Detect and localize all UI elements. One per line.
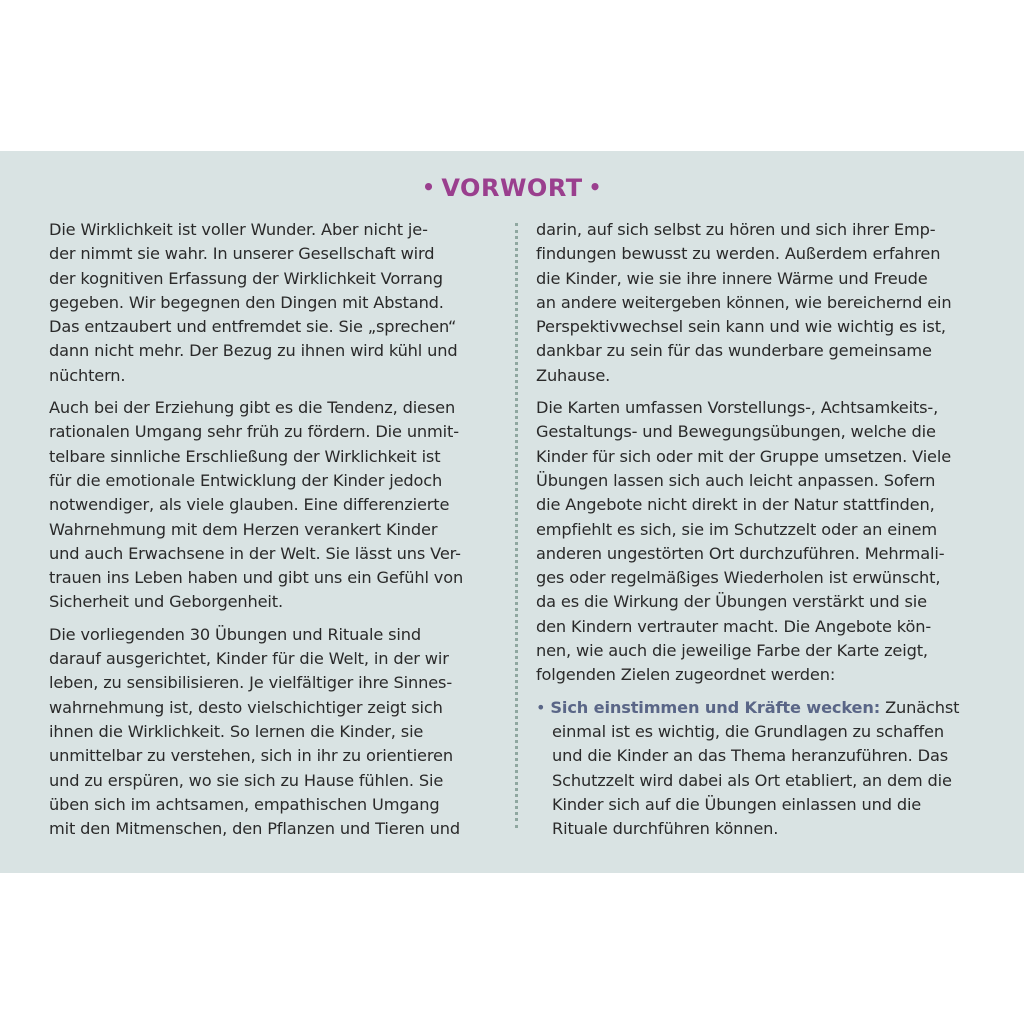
text-line: und zu erspüren, wo sie sich zu Hause fühlen. Sie <box>49 770 444 790</box>
text-line: darin, auf sich selbst zu hören und sich ihrer Emp- <box>536 220 936 239</box>
text-line: empfiehlt es sich, sie im Schutzzelt oder an einem <box>536 519 937 539</box>
title-dot-left: • <box>422 175 436 199</box>
text-line: Sicherheit und Geborgenheit. <box>49 592 283 612</box>
text-line: den Kindern vertrauter macht. Die Angebote kön- <box>536 616 932 636</box>
right-column <box>536 218 986 849</box>
preface-card <box>0 151 1024 873</box>
text-line: die Kinder, wie sie ihre innere Wärme und Freude <box>536 268 928 288</box>
bullet-first-line <box>536 696 986 720</box>
text-line: findungen bewusst zu werden. Außerdem erfahren <box>536 244 941 264</box>
text-line: üben sich im achtsamen, empathischen Umgang <box>49 794 440 814</box>
text-line: gegeben. Wir begegnen den Dingen mit Abstand. <box>49 292 444 312</box>
text-line: Schutzzelt wird dabei als Ort etabliert, an dem die <box>552 770 952 790</box>
paragraph <box>49 623 499 842</box>
text-line: und auch Erwachsene in der Welt. Sie lässt uns Ver- <box>49 543 461 563</box>
text-line: notwendiger, als viele glauben. Eine differenzierte <box>49 495 450 515</box>
text-line: einmal ist es wichtig, die Grundlagen zu schaffen <box>552 721 944 741</box>
text-line: der nimmt sie wahr. In unserer Gesellschaft wird <box>49 244 435 264</box>
text-line: Rituale durchführen können. <box>552 819 779 839</box>
text-line: mit den Mitmenschen, den Pflanzen und Tieren und <box>49 819 460 839</box>
text-line: Wahrnehmung mit dem Herzen verankert Kinder <box>49 519 438 539</box>
left-column <box>49 218 499 849</box>
text-line: Gestaltungs- und Bewegungsübungen, welche die <box>536 422 936 442</box>
bullet-mark: • <box>536 697 546 717</box>
text-line: Kinder sich auf die Übungen einlassen und die <box>552 794 922 814</box>
text-line: ges oder regelmäßiges Wiederholen ist erwünscht, <box>536 568 941 588</box>
text-line: Die Wirklichkeit ist voller Wunder. Aber nicht je- <box>49 220 428 239</box>
text-line: und die Kinder an das Thema heranzuführen. Das <box>552 746 949 766</box>
title-dot-right: • <box>588 175 602 199</box>
text-line: Auch bei der Erziehung gibt es die Tendenz, diesen <box>49 398 456 418</box>
text-line: darauf ausgerichtet, Kinder für die Welt, in der wir <box>49 649 449 669</box>
text-line: an andere weitergeben können, wie bereichernd ein <box>536 292 952 312</box>
text-line: dankbar zu sein für das wunderbare gemeinsame <box>536 341 932 361</box>
text-line: da es die Wirkung der Übungen verstärkt und sie <box>536 592 927 612</box>
text-line: trauen ins Leben haben und gibt uns ein Gefühl von <box>49 568 464 588</box>
text-line: Die vorliegenden 30 Übungen und Rituale sind <box>49 624 421 644</box>
text-line: der kognitiven Erfassung der Wirklichkeit Vorrang <box>49 268 443 288</box>
text-line: rationalen Umgang sehr früh zu fördern. Die unmit- <box>49 422 459 442</box>
text-line: Die Karten umfassen Vorstellungs-, Achtsamkeits-, <box>536 398 939 418</box>
text-line: für die emotionale Entwicklung der Kinder jedoch <box>49 470 443 490</box>
bullet-heading: Sich einstimmen und Kräfte wecken: <box>550 697 881 717</box>
text-line: Zuhause. <box>536 365 611 385</box>
text-line: Übungen lassen sich auch leicht anpassen. Sofern <box>536 470 936 490</box>
text-line: wahrnehmung ist, desto vielschichtiger zeigt sich <box>49 697 443 717</box>
title-text: VORWORT <box>441 174 583 202</box>
text-line: die Angebote nicht direkt in der Natur stattfinden, <box>536 495 935 515</box>
text-line: folgenden Zielen zugeordnet werden: <box>536 665 836 685</box>
text-line: nüchtern. <box>49 365 126 385</box>
text-line: Kinder für sich oder mit der Gruppe umsetzen. Viele <box>536 446 952 466</box>
text-line: telbare sinnliche Erschließung der Wirklichkeit ist <box>49 446 441 466</box>
paragraph <box>49 396 499 615</box>
text-line: anderen ungestörten Ort durchzuführen. Mehrmali- <box>536 543 945 563</box>
paragraph <box>49 218 499 388</box>
paragraph <box>536 396 986 688</box>
paragraph <box>536 218 986 388</box>
page-title <box>0 174 1024 202</box>
column-divider <box>515 223 518 828</box>
text-line: leben, zu sensibilisieren. Je vielfältiger ihre Sinnes- <box>49 673 453 693</box>
text-line: Das entzaubert und entfremdet sie. Sie „sprechen“ <box>49 317 457 337</box>
text-line: Perspektivwechsel sein kann und wie wichtig es ist, <box>536 317 946 337</box>
text-line: unmittelbar zu verstehen, sich in ihr zu orientieren <box>49 746 453 766</box>
text-line: nen, wie auch die jeweilige Farbe der Karte zeigt, <box>536 641 928 661</box>
bullet-text: Zunächst <box>880 697 960 717</box>
bullet-item <box>536 696 986 842</box>
text-line: ihnen die Wirklichkeit. So lernen die Kinder, sie <box>49 721 424 741</box>
text-line: dann nicht mehr. Der Bezug zu ihnen wird kühl und <box>49 341 458 361</box>
